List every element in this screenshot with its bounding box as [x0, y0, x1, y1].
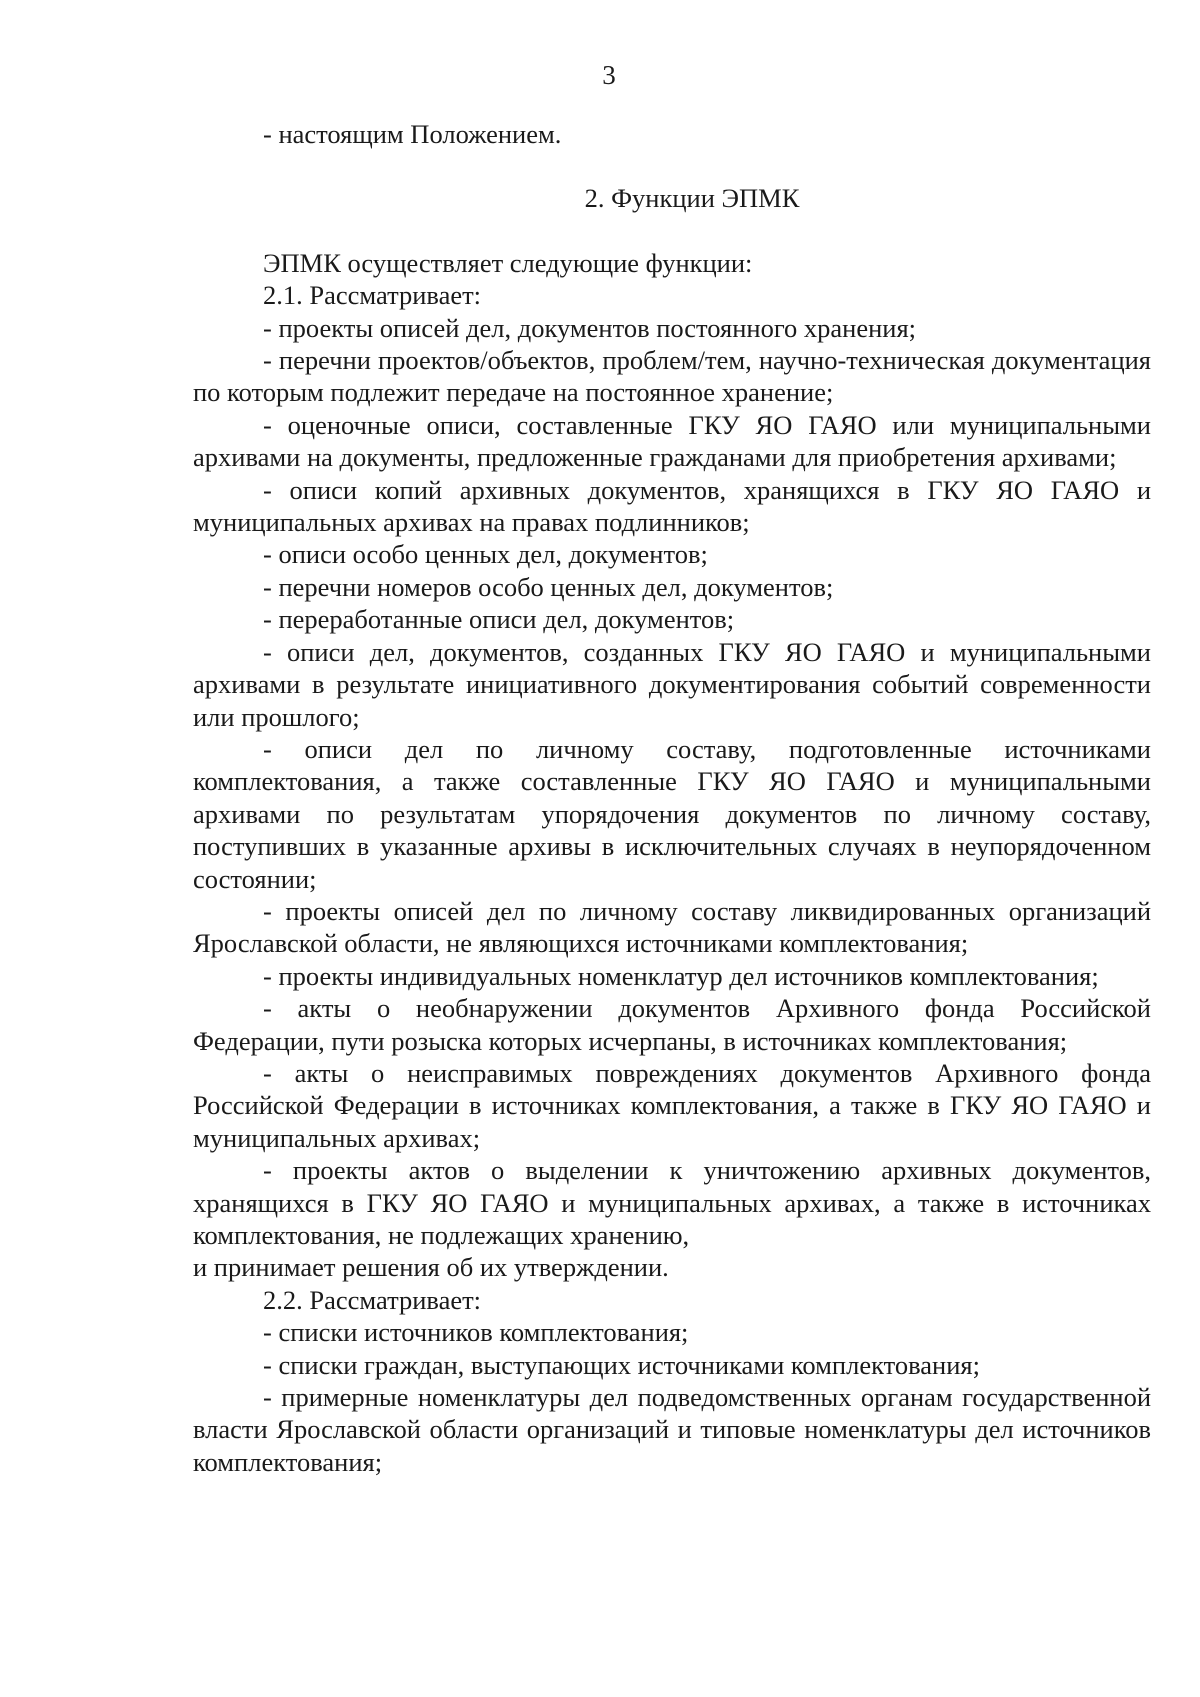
list-item: - переработанные описи дел, документов;	[263, 604, 735, 635]
list-item: - списки источников комплектования;	[263, 1317, 689, 1348]
list-item: - описи дел, документов, созданных ГКУ ЯО ГАЯО и муниципальными архивами в результате инициативного документирования событий современности или прошлого;	[193, 636, 1151, 732]
list-item: - описи особо ценных дел, документов;	[263, 539, 708, 570]
list-item: - проекты индивидуальных номенклатур дел источников комплектования;	[263, 960, 1099, 991]
document-body	[193, 118, 1151, 1478]
section-title: 2. Функции ЭПМК	[584, 183, 800, 214]
section-2-1-label: 2.1. Рассматривает:	[263, 280, 482, 311]
list-item: - перечни номеров особо ценных дел, документов;	[263, 571, 834, 602]
list-item: - описи копий архивных документов, хранящихся в ГКУ ЯО ГАЯО и муниципальных архивах на правах подлинников;	[193, 474, 1151, 538]
list-item: - описи дел по личному составу, подготовленные источниками комплектования, а также составленные ГКУ ЯО ГАЯО и муниципальными архивами по результатам упорядочения документов по личному составу, поступивших в указанные архивы в исключительных случаях в неупорядоченном состоянии;	[193, 733, 1151, 894]
intro-line: - настоящим Положением.	[263, 119, 562, 149]
list-item: - проекты актов о выделении к уничтожению архивных документов, хранящихся в ГКУ ЯО ГАЯО и муниципальных архивах, а также в источниках комплектования, не подлежащих хранению,	[193, 1155, 1151, 1250]
list-item: - проекты описей дел, документов постоянного хранения;	[263, 312, 917, 343]
list-item: - проекты описей дел по личному составу ликвидированных организаций Ярославской области, не являющихся источниками комплектования;	[193, 895, 1151, 959]
page-number: 3	[602, 60, 616, 90]
section-2-2-label: 2.2. Рассматривает:	[263, 1284, 482, 1315]
list-item: - оценочные описи, составленные ГКУ ЯО ГАЯО или муниципальными архивами на документы, предложенные гражданами для приобретения архивами;	[193, 409, 1151, 473]
lead-paragraph: ЭПМК осуществляет следующие функции:	[263, 247, 753, 278]
section-2-1-closing: и принимает решения об их утверждении.	[193, 1252, 669, 1283]
list-item: - акты о неисправимых повреждениях документов Архивного фонда Российской Федерации в источниках комплектования, а также в ГКУ ЯО ГАЯО и муниципальных архивах;	[193, 1057, 1151, 1153]
list-item: - примерные номенклатуры дел подведомственных органам государственной власти Ярославской области организаций и типовые номенклатуры дел источников комплектования;	[193, 1382, 1151, 1477]
list-item: - акты о необнаружении документов Архивного фонда Российской Федерации, пути розыска которых исчерпаны, в источниках комплектования;	[193, 993, 1151, 1056]
list-item: - перечни проектов/объектов, проблем/тем, научно-техническая документация по которым подлежит передаче на постоянное хранение;	[193, 345, 1151, 408]
list-item: - списки граждан, выступающих источниками комплектования;	[263, 1349, 980, 1380]
